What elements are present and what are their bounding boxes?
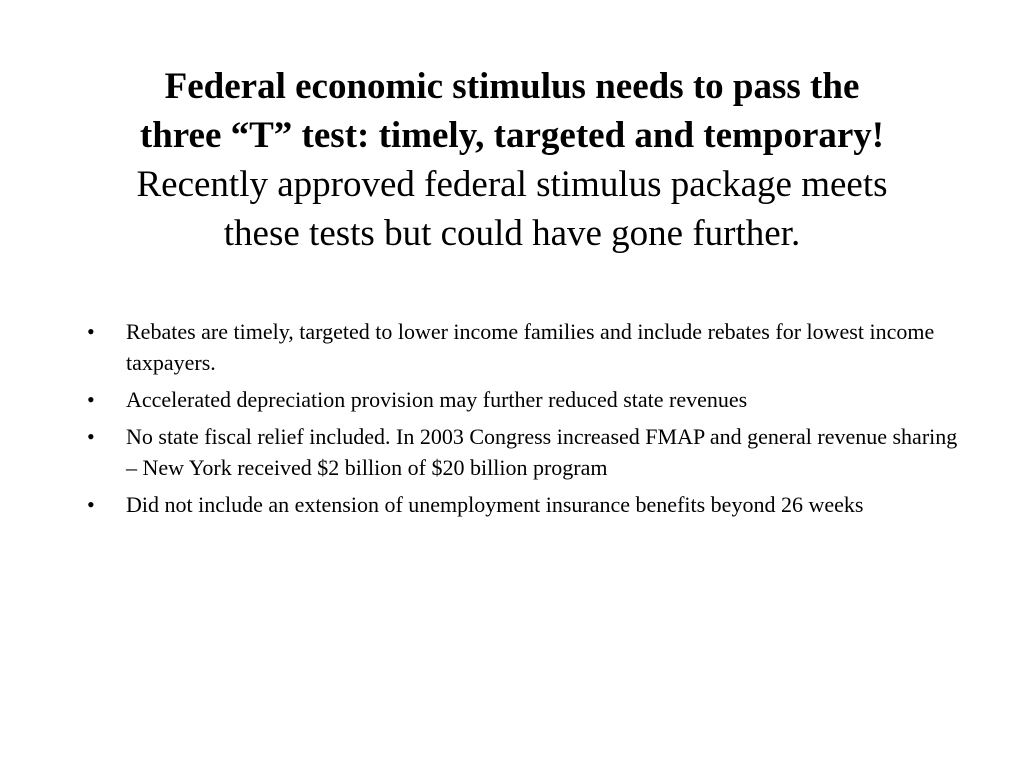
bullet-text: Rebates are timely, targeted to lower income families and include rebates for lowest income taxpayers. bbox=[126, 319, 935, 375]
bullet-icon: • bbox=[87, 424, 95, 449]
title-bold-line: Federal economic stimulus needs to pass the bbox=[164, 66, 860, 107]
title-bold-line: three “T” test: timely, targeted and temporary! bbox=[139, 115, 885, 156]
bullet-item bbox=[0, 489, 1024, 520]
bullet-text: No state fiscal relief included. In 2003 Congress increased FMAP and general revenue sharing – New York received $2 billion of $20 billion program bbox=[126, 424, 958, 480]
bullet-icon: • bbox=[87, 319, 95, 344]
bullet-item bbox=[0, 384, 1024, 415]
title-subtitle-line: these tests but could have gone further. bbox=[223, 213, 801, 254]
title-subtitle-line: Recently approved federal stimulus package meets bbox=[136, 164, 888, 205]
slide-title bbox=[20, 62, 1004, 258]
bullet-icon: • bbox=[87, 387, 95, 412]
bullet-text: Accelerated depreciation provision may further reduced state revenues bbox=[126, 387, 748, 412]
bullet-text: Did not include an extension of unemployment insurance benefits beyond 26 weeks bbox=[126, 492, 864, 517]
bullet-list bbox=[0, 316, 1024, 526]
bullet-icon: • bbox=[87, 492, 95, 517]
bullet-item bbox=[0, 421, 1024, 483]
bullet-item bbox=[0, 316, 1024, 378]
